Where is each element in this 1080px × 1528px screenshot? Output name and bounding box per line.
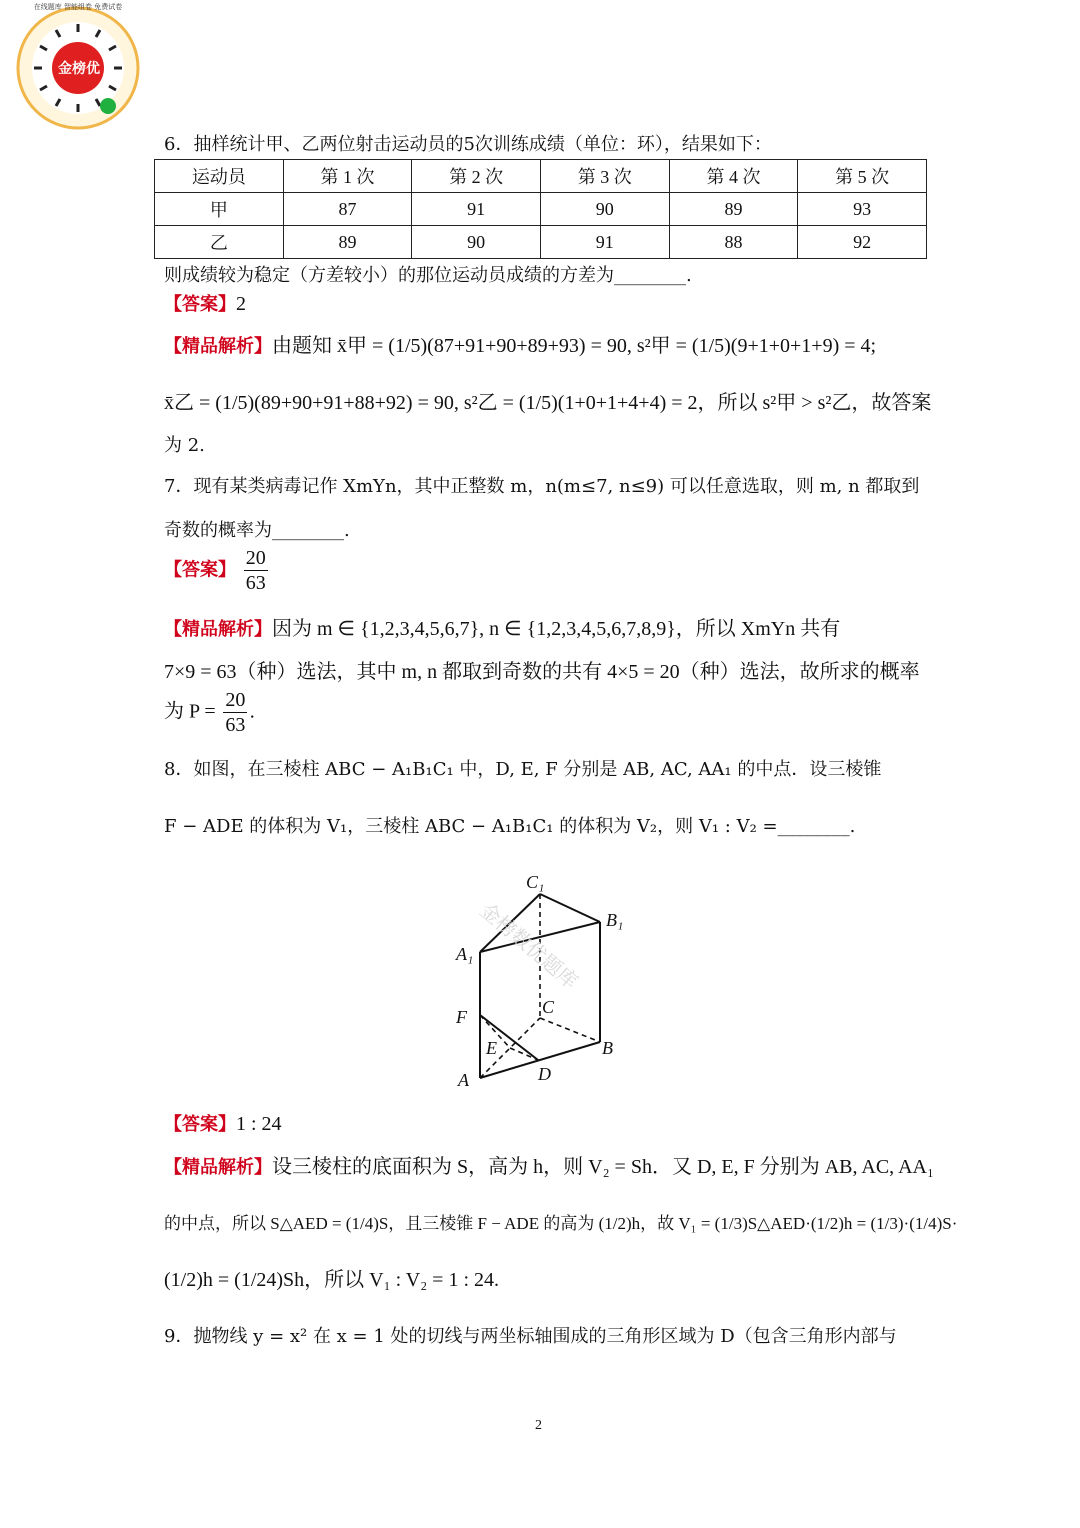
q7-analysis-line3 — [164, 688, 255, 737]
table-header-cell: 第 2 次 — [412, 160, 541, 193]
table-header-cell: 第 1 次 — [283, 160, 412, 193]
answer-tag: 【答案】 — [164, 294, 236, 315]
edge-c1-b1 — [540, 894, 600, 922]
analysis-tag: 【精品解析】 — [164, 619, 272, 640]
table-cell: 乙 — [155, 226, 284, 259]
fraction-numerator: 20 — [225, 689, 246, 711]
q6-analysis-text1: 由题知 x̄甲 = (1/5)(87+91+90+89+93) = 90, s²甲 = (1/5)(9+1+0+1+9) = 4; — [272, 335, 877, 357]
edge-c-b — [540, 1018, 600, 1042]
q6-analysis-line1 — [164, 334, 876, 359]
q6-question: 则成绩较为稳定（方差较小）的那位运动员成绩的方差为________. — [164, 265, 692, 286]
table-cell: 90 — [540, 193, 669, 226]
q7-stem-line1: 7．现有某类病毒记作 XmYn，其中正整数 m，n(m≤7, n≤9) 可以任意选取，则 m, n 都取到 — [164, 476, 920, 497]
fraction-denominator: 63 — [225, 714, 246, 736]
q9-stem-line1: 9．抛物线 y = x² 在 x = 1 处的切线与两坐标轴围成的三角形区域为 D（包含三角形内部与 — [164, 1326, 897, 1347]
figure-watermark: 金榜数优题库 — [475, 897, 583, 994]
label-a1: A₁ — [456, 944, 474, 964]
fraction-numerator: 20 — [245, 547, 266, 569]
q7-answer-fraction — [244, 546, 268, 595]
table-cell: 90 — [412, 226, 541, 259]
answer-tag: 【答案】 — [164, 1114, 236, 1135]
page-number: 2 — [535, 1418, 542, 1433]
prism-figure — [440, 870, 640, 1100]
table-cell: 88 — [669, 226, 798, 259]
logo-name: 金榜优 — [58, 61, 100, 77]
table-row — [155, 193, 927, 226]
q6-stem: 6．抽样统计甲、乙两位射击运动员的5次训练成绩（单位：环），结果如下： — [164, 134, 772, 155]
q7-stem-line2: 奇数的概率为________. — [164, 520, 350, 541]
table-cell: 91 — [412, 193, 541, 226]
table-header-cell: 运动员 — [155, 160, 284, 193]
answer-tag: 【答案】 — [164, 559, 236, 581]
table-row — [155, 226, 927, 259]
table-cell: 92 — [798, 226, 927, 259]
logo-ring-text: 在线题库 智能组卷 免费试卷 — [33, 3, 123, 11]
label-f: F — [456, 1007, 467, 1027]
q8-answer: 1 : 24 — [236, 1113, 282, 1135]
table-header-row — [155, 160, 927, 193]
q8-stem-line1: 8．如图，在三棱柱 ABC − A₁B₁C₁ 中，D, E, F 分别是 AB, AC, AA₁ 的中点．设三棱锥 — [164, 759, 882, 780]
label-b1: B₁ — [606, 910, 624, 930]
q8-answer-line — [164, 1112, 282, 1137]
table-header-cell: 第 3 次 — [540, 160, 669, 193]
table-cell: 89 — [283, 226, 412, 259]
label-e: E — [486, 1038, 497, 1058]
q7-analysis-text1: 因为 m ∈ {1,2,3,4,5,6,7}, n ∈ {1,2,3,4,5,6,7,8,9}，所以 XmYn 共有 — [272, 618, 841, 640]
analysis-tag: 【精品解析】 — [164, 1157, 272, 1178]
label-c1: C₁ — [526, 872, 545, 892]
table-cell: 甲 — [155, 193, 284, 226]
q6-analysis-line2: x̄乙 = (1/5)(89+90+91+88+92) = 90, s²乙 = (1/5)(1+0+1+4+4) = 2，所以 s²甲 > s²乙，故答案 — [164, 392, 932, 414]
table-header-cell: 第 5 次 — [798, 160, 927, 193]
q8-analysis-text1: 设三棱柱的底面积为 S，高为 h，则 V₂ = Sh．又 D, E, F 分别为 AB, AC, AA₁ — [272, 1156, 934, 1178]
label-d: D — [538, 1064, 551, 1084]
q8-analysis-line2: 的中点，所以 S△AED = (1/4)S，且三棱锥 F − ADE 的高为 (1/2)h，故 V₁ = (1/3)S△AED·(1/2)h = (1/3)·(1/4)S· — [164, 1214, 958, 1233]
analysis-tag: 【精品解析】 — [164, 336, 272, 357]
q7-probability-fraction — [223, 688, 247, 737]
q6-answer-line — [164, 292, 246, 317]
q7-analysis-suffix: . — [249, 701, 256, 723]
table-cell: 91 — [540, 226, 669, 259]
label-b: B — [602, 1038, 613, 1058]
label-a: A — [458, 1070, 469, 1090]
scores-table — [154, 159, 927, 259]
table-cell: 87 — [283, 193, 412, 226]
q7-analysis-prefix: 为 P = — [164, 700, 216, 723]
q7-analysis-line1 — [164, 617, 840, 642]
table-cell: 89 — [669, 193, 798, 226]
table-header-cell: 第 4 次 — [669, 160, 798, 193]
label-c: C — [542, 997, 555, 1017]
q8-stem-line2: F − ADE 的体积为 V₁，三棱柱 ABC − A₁B₁C₁ 的体积为 V₂，则 V₁ : V₂ =________. — [164, 816, 856, 837]
q7-analysis-line2: 7×9 = 63（种）选法，其中 m, n 都取到奇数的共有 4×5 = 20（种）选法，故所求的概率 — [164, 661, 920, 683]
q6-analysis-line3: 为 2. — [164, 435, 205, 456]
q6-answer: 2 — [236, 293, 246, 315]
table-cell: 93 — [798, 193, 927, 226]
fraction-denominator: 63 — [245, 572, 266, 594]
q8-analysis-line3: (1/2)h = (1/24)Sh，所以 V₁ : V₂ = 1 : 24. — [164, 1269, 500, 1291]
q7-answer-line — [164, 546, 270, 595]
q8-analysis-line1 — [164, 1155, 934, 1180]
